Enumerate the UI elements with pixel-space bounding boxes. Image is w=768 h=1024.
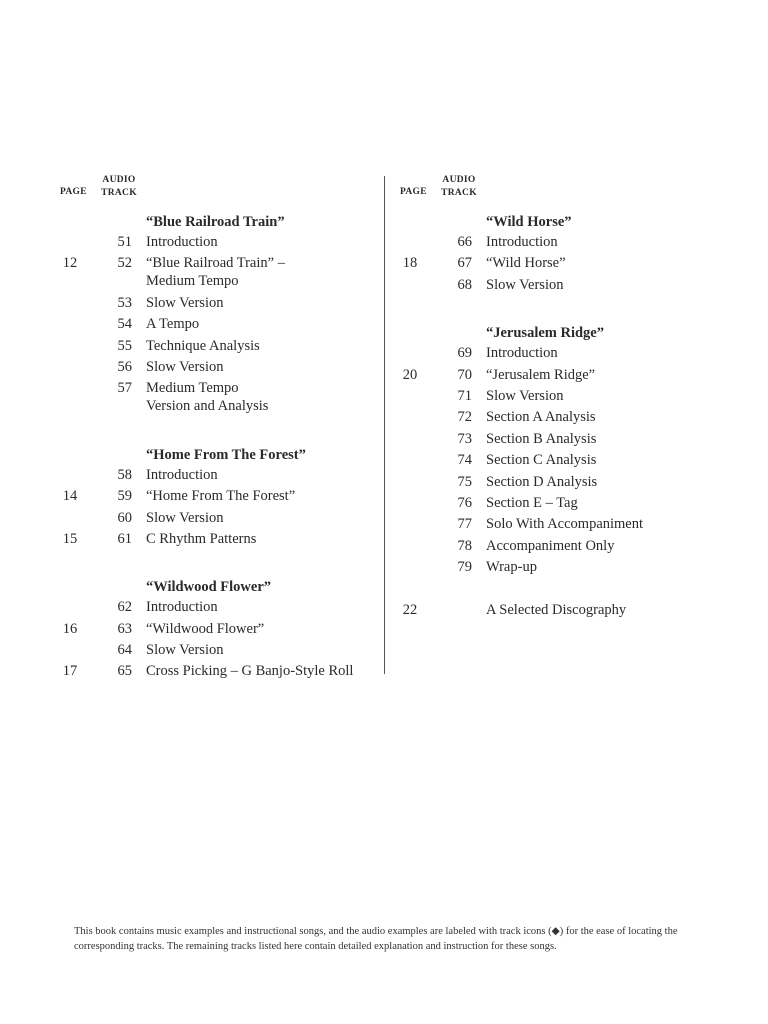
audio-track-header: AUDIO TRACK <box>101 175 137 198</box>
track-number: 57 <box>117 380 132 397</box>
page-header: PAGE <box>400 187 427 197</box>
track-description: Technique Analysis <box>146 337 260 354</box>
audio-track-header: AUDIO TRACK <box>441 175 477 198</box>
track-number: 74 <box>457 452 472 469</box>
track-description: Introduction <box>146 466 218 483</box>
track-row <box>400 233 730 254</box>
track-description: Section A Analysis <box>486 409 596 426</box>
track-description: Slow Version <box>486 276 564 293</box>
track-row <box>60 337 380 358</box>
track-number: 59 <box>117 488 132 505</box>
track-row <box>400 601 730 622</box>
track-row <box>60 466 380 487</box>
track-row <box>60 379 380 418</box>
track-row <box>400 494 730 515</box>
track-description: “Wild Horse” <box>486 255 566 272</box>
track-number: 70 <box>457 366 472 383</box>
song-title: “Wild Horse” <box>486 214 572 230</box>
footer-note: This book contains music examples and instructional songs, and the audio examples are labeled with track icons (◆) for the ease of locating the corresponding tracks. The remaining tracks listed here contain detailed explanation and instruction for these songs. <box>74 926 678 952</box>
track-description: Slow Version <box>146 509 224 526</box>
track-number: 63 <box>117 620 132 637</box>
track-number: 53 <box>117 294 132 311</box>
track-description: “Wildwood Flower” <box>146 620 265 637</box>
track-description: A Selected Discography <box>486 602 627 619</box>
song-title: “Blue Railroad Train” <box>146 214 285 230</box>
track-row <box>400 276 730 297</box>
section-gap <box>60 551 380 571</box>
track-row <box>400 366 730 387</box>
track-description: Wrap-up <box>486 559 537 576</box>
track-number: 52 <box>117 255 132 272</box>
track-description: C Rhythm Patterns <box>146 530 257 547</box>
track-number: 77 <box>457 516 472 533</box>
track-row <box>400 451 730 472</box>
track-number: 68 <box>457 276 472 293</box>
track-number: 67 <box>457 255 472 272</box>
track-description: Section C Analysis <box>486 452 597 469</box>
track-row <box>400 387 730 408</box>
track-row <box>400 254 730 275</box>
track-description: Slow Version <box>146 358 224 375</box>
track-description: Cross Picking – G Banjo-Style Roll <box>146 663 354 680</box>
track-number: 73 <box>457 430 472 447</box>
track-row <box>60 662 380 683</box>
track-description: Medium Tempo Version and Analysis <box>146 380 269 415</box>
track-description: “Blue Railroad Train” – Medium Tempo <box>146 255 285 290</box>
track-description: Introduction <box>486 345 558 362</box>
page-number: 16 <box>62 620 78 637</box>
section-gap <box>400 297 730 317</box>
column-header <box>400 172 730 206</box>
track-description: Section B Analysis <box>486 430 597 447</box>
right-contents <box>400 212 730 623</box>
track-description: Slow Version <box>486 387 564 404</box>
left-contents <box>60 212 380 684</box>
column-header <box>60 172 380 206</box>
track-number: 69 <box>457 345 472 362</box>
track-row <box>400 408 730 429</box>
track-description: Slow Version <box>146 642 224 659</box>
track-row <box>60 509 380 530</box>
track-row <box>60 530 380 551</box>
page-number: 20 <box>402 366 418 383</box>
page-number: 18 <box>402 255 418 272</box>
track-row <box>60 620 380 641</box>
page-header: PAGE <box>60 187 87 197</box>
song-title: “Home From The Forest” <box>146 446 306 463</box>
left-column <box>60 172 380 684</box>
page-number: 15 <box>62 530 78 547</box>
track-description: Slow Version <box>146 294 224 311</box>
track-description: A Tempo <box>146 316 200 333</box>
track-number: 71 <box>457 387 472 404</box>
track-number: 66 <box>457 234 472 250</box>
track-description: Introduction <box>146 599 218 616</box>
track-row <box>60 233 380 254</box>
section-gap <box>400 579 730 599</box>
track-row <box>400 558 730 579</box>
track-description: Solo With Accompaniment <box>486 516 644 533</box>
track-description: Accompaniment Only <box>486 537 615 554</box>
section-gap <box>60 419 380 439</box>
track-number: 56 <box>117 358 132 375</box>
track-row <box>400 515 730 536</box>
track-row <box>60 487 380 508</box>
page-number: 17 <box>62 663 78 680</box>
track-description: “Home From The Forest” <box>146 488 296 505</box>
track-row <box>60 294 380 315</box>
track-number: 58 <box>117 466 132 483</box>
track-number: 64 <box>117 642 132 659</box>
track-number: 72 <box>457 409 472 426</box>
track-number: 60 <box>117 509 132 526</box>
right-column <box>400 172 730 623</box>
track-row <box>60 641 380 662</box>
track-row <box>60 358 380 379</box>
track-description: Section E – Tag <box>486 494 578 511</box>
track-number: 61 <box>117 530 132 547</box>
track-number: 51 <box>117 234 132 250</box>
page-number: 14 <box>62 488 78 505</box>
track-description: Section D Analysis <box>486 473 598 490</box>
track-row <box>400 344 730 365</box>
track-description: Introduction <box>486 234 558 250</box>
song-title: “Wildwood Flower” <box>146 579 271 596</box>
track-row <box>60 315 380 336</box>
track-description: Introduction <box>146 234 218 250</box>
track-row <box>400 430 730 451</box>
track-row <box>400 537 730 558</box>
track-row <box>60 598 380 619</box>
track-number: 55 <box>117 337 132 354</box>
track-description: “Jerusalem Ridge” <box>486 366 596 383</box>
track-number: 54 <box>117 316 132 333</box>
track-number: 65 <box>117 663 132 680</box>
song-title: “Jerusalem Ridge” <box>486 325 604 342</box>
page-number: 22 <box>402 602 418 619</box>
column-divider <box>384 176 385 674</box>
track-row <box>60 254 380 293</box>
page-number: 12 <box>62 255 78 272</box>
track-row <box>400 473 730 494</box>
track-number: 62 <box>117 599 132 616</box>
track-number: 75 <box>457 473 472 490</box>
track-number: 76 <box>457 494 472 511</box>
track-number: 79 <box>457 559 472 576</box>
track-number: 78 <box>457 537 472 554</box>
